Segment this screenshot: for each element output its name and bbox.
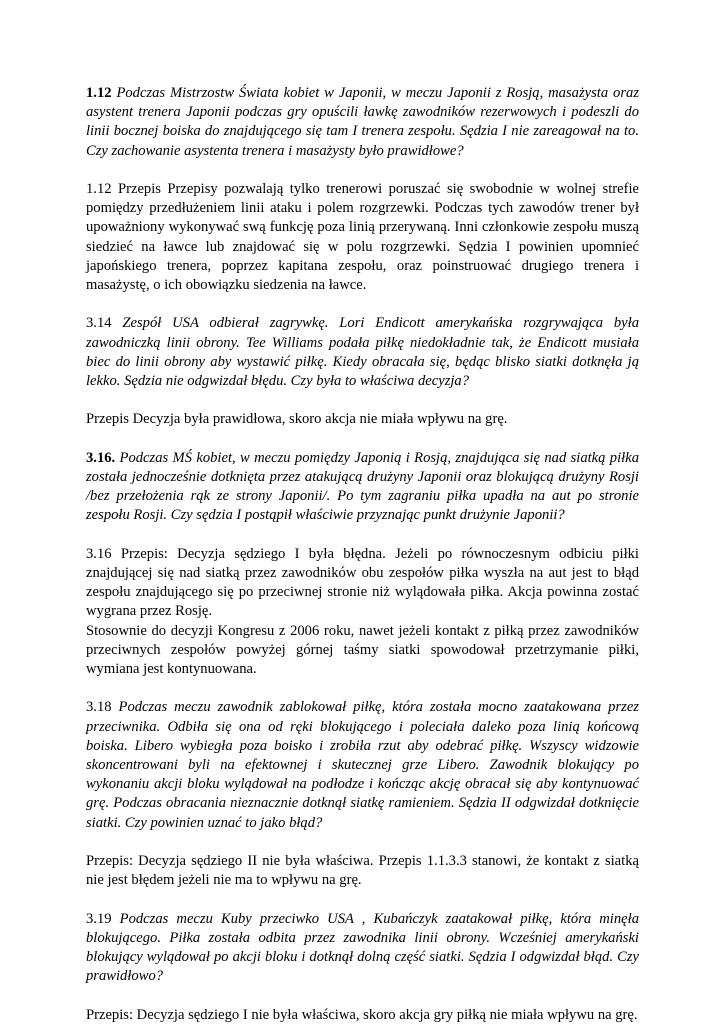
answer-text: 1.12 Przepis Przepisy pozwalają tylko trenerowi poruszać się swobodnie w wolnej strefie pomiędzy przedłużeniem linii ataku i polem rozgrzewki. Podczas tych zawodów trener był upoważniony wykonywać swą funkcję poza linią przerywaną. Inni członkowie zespołu muszą siedzieć na ławce lub znajdować się w polu rozgrzewki. Sędzia I powinien upomnieć japońskiego trenera, poprzez kapitana zespołu, oraz poinstruować drugiego trenera i masażystę, o ich obowiązku siedzenia na ławce. (86, 181, 639, 294)
question-number: 3.18 (86, 699, 112, 716)
question-text: Podczas meczu Kuby przeciwko USA , Kubańczyk zaatakował piłkę, która minęła blokującego. Piłka została odbita przez zawodnika linii obrony. Wcześniej amerykański blokujący wylądował po akcji bloku i dotknął dolną część siatki. Sędzia I odgwizdał błąd. Czy prawidłowo? (86, 910, 639, 985)
question-3-18 (86, 698, 639, 832)
question-number: 3.14 (86, 315, 112, 332)
answer-text: Przepis: Decyzja sędziego II nie była właściwa. Przepis 1.1.3.3 stanowi, że kontakt z siatką nie jest błędem jeżeli nie ma to wpływu na grę. (86, 853, 639, 889)
document-page (86, 84, 639, 1025)
answer-text: Przepis: Decyzja sędziego I nie była właściwa, skoro akcja gry piłką nie miała wpływu na grę. (86, 1006, 638, 1023)
answer-3-14 (86, 410, 639, 429)
answer-3-18 (86, 852, 639, 890)
question-number: 3.19 (86, 910, 112, 927)
question-text: Podczas Mistrzostw Świata kobiet w Japonii, w meczu Japonii z Rosją, masażysta oraz asystent trenera Japonii podczas gry opuścili ławkę zawodników rezerwowych i podeszli do linii bocznej boiska do znajdującego się tam I trenera zespołu. Sędzia I nie zareagował na to. Czy zachowanie asystenta trenera i masażysty było prawidłowe? (86, 85, 639, 159)
question-3-14 (86, 314, 639, 391)
question-text: Zespół USA odbierał zagrywkę. Lori Endicott amerykańska rozgrywająca była zawodniczką linii obrony. Tee Williams podała piłkę niedokładnie tak, że Endicott musiała biec do linii obrony aby wystawić piłkę. Kiedy obracała się, będąc blisko siatki dotknęła ją lekko. Sędzia nie odgwizdał błędu. Czy była to właściwa decyzja? (86, 315, 639, 390)
question-text: Podczas MŚ kobiet, w meczu pomiędzy Japonią i Rosją, znajdująca się nad siatką piłka została jednocześnie dotknięta przez atakującą drużyny Japonii oraz blokującą drużyny Rosji /bez przełożenia rąk ze strony Japonii/. Po tym zagraniu piłka upadła na aut po stronie zespołu Rosji. Czy sędzia I postąpił właściwie przyznając punkt drużynie Japonii? (86, 449, 639, 524)
answer-text: Przepis Decyzja była prawidłowa, skoro akcja nie miała wpływu na grę. (86, 411, 508, 428)
question-number: 1.12 (86, 85, 112, 101)
answer-3-16 (86, 545, 639, 679)
answer-extra-text: Stosownie do decyzji Kongresu z 2006 roku, nawet jeżeli kontakt z piłką przez zawodników przeciwnych zespołów powyżej górnej taśmy siatki spowodował przetrzymanie piłki, wymiana jest kontynuowana. (86, 622, 639, 678)
question-1-12 (86, 84, 639, 161)
question-3-16 (86, 449, 639, 526)
question-text: Podczas meczu zawodnik zablokował piłkę, która została mocno zaatakowana przez przeciwnika. Odbiła się ona od ręki blokującego i poleciała daleko poza linią końcową boiska. Libero wybiegła poza boisko i zrobiła rzut aby odebrać piłkę. Wszyscy widzowie skoncentrowani byli na efektownej i skutecznej grze Libero. Zawodnik blokujący po wykonaniu akcji bloku wylądował na podłodze i kończąc akcję obracał się aby kontynuować grę. Podczas obracania nieznacznie dotknął siatkę ramieniem. Sędzia II odgwizdał dotknięcie siatki. Czy powinien uznać to jako błąd? (86, 699, 639, 831)
answer-1-12 (86, 180, 639, 295)
answer-text: 3.16 Przepis: Decyzja sędziego I była błędna. Jeżeli po równoczesnym odbiciu piłki znajdującej się nad siatką przez zawodników obu zespołów piłka wyszła na aut jest to błąd zespołu znajdującego się po przeciwnej stronie niż wylądowała piłka. Akcja powinna zostać wygrana przez Rosję. (86, 545, 639, 620)
question-3-19 (86, 910, 639, 987)
answer-3-19 (86, 1006, 639, 1025)
question-number: 3.16. (86, 449, 116, 466)
